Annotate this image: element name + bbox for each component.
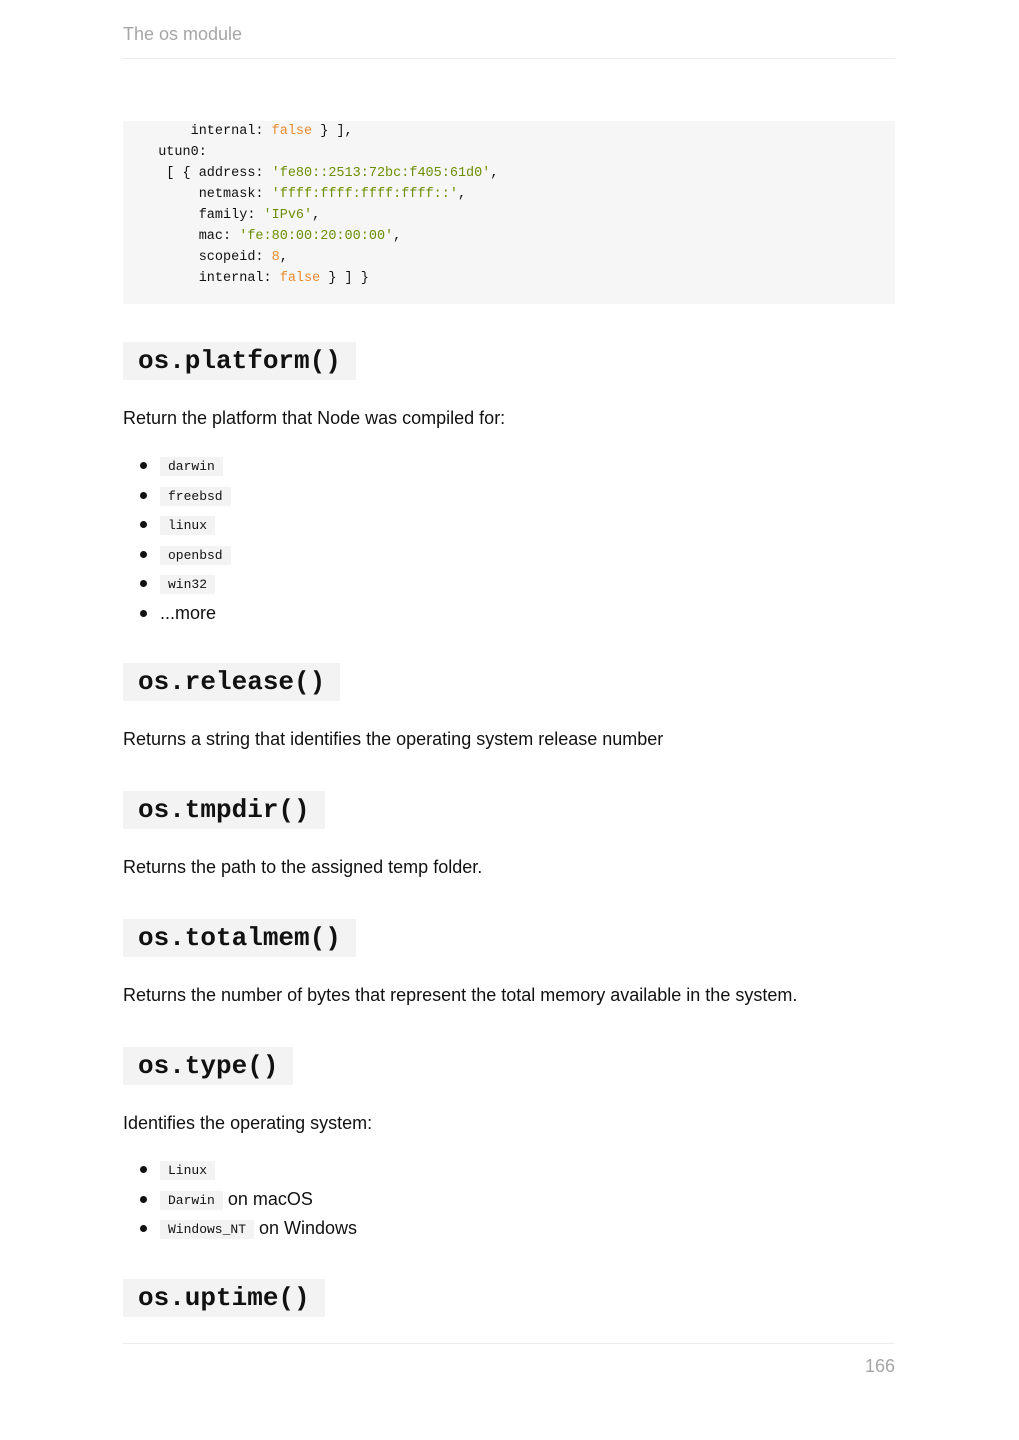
code-token: utun0:	[142, 145, 207, 160]
code-line	[142, 268, 369, 289]
list-item-content	[160, 1217, 357, 1239]
code-token: family:	[142, 208, 264, 223]
release-description: Returns a string that identifies the operating system release number	[123, 729, 664, 749]
inline-code: Linux	[160, 1161, 215, 1180]
page-number: 166	[864, 1356, 895, 1376]
code-token: 'ffff:ffff:ffff:ffff::'	[271, 187, 458, 202]
code-token: false	[279, 271, 321, 286]
code-token: ,	[393, 229, 402, 244]
inline-code: darwin	[160, 457, 223, 476]
code-token: scopeid:	[142, 250, 272, 265]
bullet-icon	[140, 610, 147, 617]
totalmem-description: Returns the number of bytes that represent the total memory available in the system.	[123, 985, 798, 1005]
code-line	[142, 205, 320, 226]
code-line	[142, 247, 288, 268]
code-token: } ] }	[320, 271, 369, 286]
code-token: } ],	[312, 124, 353, 139]
code-line	[142, 163, 498, 184]
bullet-icon	[140, 551, 147, 558]
code-token: 8	[271, 250, 280, 265]
inline-code: Darwin	[160, 1191, 223, 1210]
code-token: internal:	[142, 124, 272, 139]
platform-description: Return the platform that Node was compiled for:	[123, 408, 506, 428]
bullet-icon	[140, 521, 147, 528]
code-token: 'fe80::2513:72bc:f405:61d0'	[271, 166, 491, 181]
list-item-content	[160, 484, 231, 506]
code-line	[142, 184, 466, 205]
bullet-icon	[140, 1166, 147, 1173]
list-item-text: ...more	[160, 602, 217, 623]
bullet-icon	[140, 492, 147, 499]
inline-code: openbsd	[160, 546, 231, 565]
code-token: [ { address:	[142, 166, 272, 181]
type-description: Identifies the operating system:	[123, 1113, 373, 1133]
tmpdir-heading: os.tmpdir()	[123, 791, 325, 829]
totalmem-heading: os.totalmem()	[123, 919, 356, 957]
list-item-content	[160, 513, 215, 535]
list-item-text: on macOS	[222, 1188, 313, 1209]
code-block	[123, 121, 895, 304]
code-token: ,	[457, 187, 467, 202]
document-page	[123, 0, 895, 1440]
list-item-content	[160, 454, 223, 476]
list-item-text: on Windows	[254, 1218, 358, 1238]
code-token: ,	[490, 166, 499, 181]
list-item-content	[160, 1188, 313, 1210]
platform-heading: os.platform()	[123, 342, 356, 380]
code-token: ,	[279, 250, 288, 265]
inline-code: linux	[160, 516, 215, 535]
code-token: 'fe:80:00:20:00:00'	[239, 229, 394, 244]
uptime-heading: os.uptime()	[123, 1279, 325, 1317]
code-token: mac:	[142, 229, 240, 244]
code-token: 'IPv6'	[263, 208, 313, 223]
list-item-content	[160, 543, 231, 565]
code-token: false	[271, 124, 313, 139]
code-line	[142, 226, 401, 247]
bullet-icon	[140, 462, 147, 469]
type-heading: os.type()	[123, 1047, 293, 1085]
release-heading: os.release()	[123, 663, 340, 701]
bullet-icon	[140, 1196, 147, 1203]
header-divider	[123, 58, 895, 59]
running-header: The os module	[123, 24, 243, 44]
footer-divider	[123, 1343, 895, 1344]
code-line	[142, 142, 207, 163]
bullet-icon	[140, 1225, 147, 1232]
code-token: internal:	[142, 271, 280, 286]
inline-code: Windows_NT	[160, 1220, 254, 1239]
inline-code: freebsd	[160, 487, 231, 506]
code-token: ,	[312, 208, 321, 223]
code-token: netmask:	[142, 187, 272, 202]
list-item-content	[160, 1158, 215, 1180]
list-item-content	[160, 602, 216, 624]
inline-code: win32	[160, 575, 215, 594]
bullet-icon	[140, 580, 147, 587]
list-item-content	[160, 572, 215, 594]
tmpdir-description: Returns the path to the assigned temp folder.	[123, 857, 483, 877]
code-line	[142, 121, 353, 142]
